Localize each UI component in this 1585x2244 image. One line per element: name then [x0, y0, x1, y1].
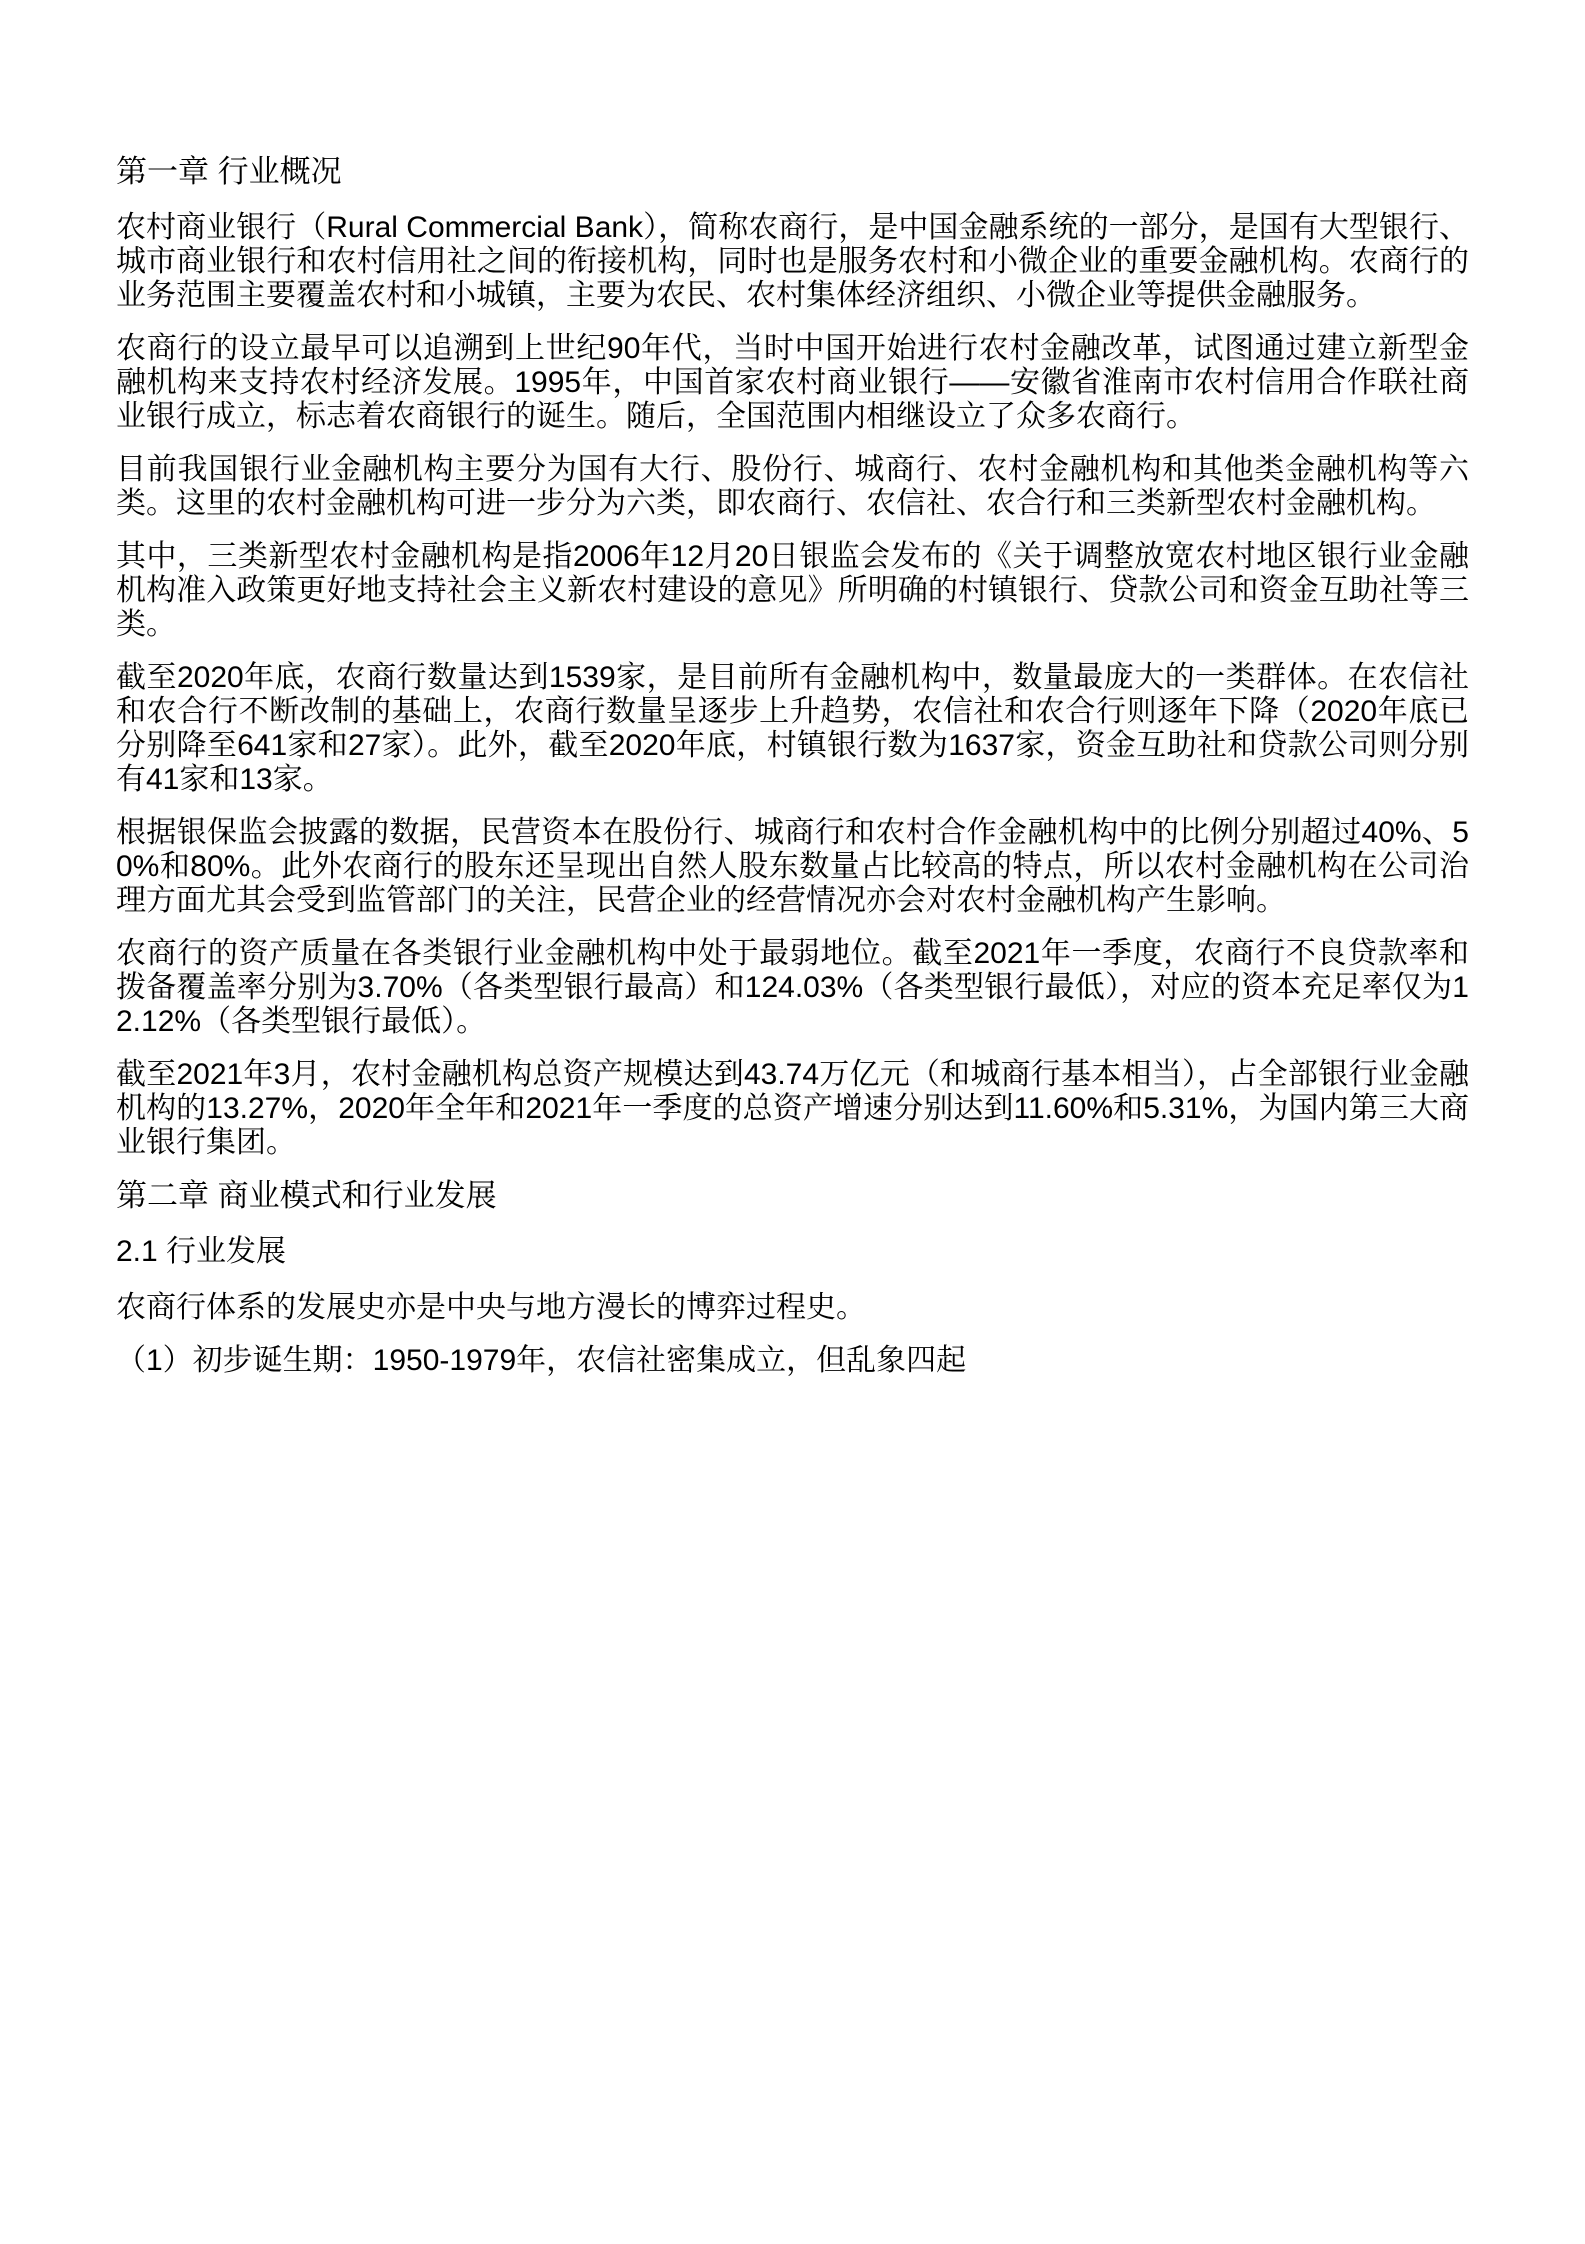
paragraph-new-rural-institutions: 其中，三类新型农村金融机构是指2006年12月20日银监会发布的《关于调整放宽农村地区银行业金融机构准入政策更好地支持社会主义新农村建设的意见》所明确的村镇银行、贷款公司和资金互助社等三类。: [116, 540, 1469, 641]
paragraph-asset-quality: 农商行的资产质量在各类银行业金融机构中处于最弱地位。截至2021年一季度，农商行不良贷款率和拨备覆盖率分别为3.70%（各类型银行最高）和124.03%（各类型银行最低），对应的资本充足率仅为12.12%（各类型银行最低）。: [116, 937, 1469, 1038]
paragraph-total-assets: 截至2021年3月，农村金融机构总资产规模达到43.74万亿元（和城商行基本相当），占全部银行业金融机构的13.27%，2020年全年和2021年一季度的总资产增速分别达到11.60%和5.31%，为国内第三大商业银行集团。: [116, 1058, 1469, 1159]
paragraph-bank-categories: 目前我国银行业金融机构主要分为国有大行、股份行、城商行、农村金融机构和其他类金融机构等六类。这里的农村金融机构可进一步分为六类，即农商行、农信社、农合行和三类新型农村金融机构。: [116, 453, 1469, 520]
paragraph-rcb-definition: 农村商业银行（Rural Commercial Bank），简称农商行，是中国金融系统的一部分，是国有大型银行、城市商业银行和农村信用社之间的衔接机构，同时也是服务农村和小微企业的重要金融机构。农商行的业务范围主要覆盖农村和小城镇，主要为农民、农村集体经济组织、小微企业等提供金融服务。: [116, 211, 1469, 312]
paragraph-rcb-count-2020: 截至2020年底，农商行数量达到1539家，是目前所有金融机构中，数量最庞大的一类群体。在农信社和农合行不断改制的基础上，农商行数量呈逐步上升趋势，农信社和农合行则逐年下降（2020年底已分别降至641家和27家）。此外，截至2020年底，村镇银行数为1637家，资金互助社和贷款公司则分别有41家和13家。: [116, 661, 1469, 796]
section-2-1-heading: 2.1 行业发展: [116, 1235, 287, 1268]
chapter-2-heading: 第二章 商业模式和行业发展: [116, 1178, 497, 1213]
paragraph-rcb-history: 农商行的设立最早可以追溯到上世纪90年代，当时中国开始进行农村金融改革，试图通过建立新型金融机构来支持农村经济发展。1995年，中国首家农村商业银行——安徽省淮南市农村信用合作联社商业银行成立，标志着农商银行的诞生。随后，全国范围内相继设立了众多农商行。: [116, 332, 1469, 433]
paragraph-stage-1: （1）初步诞生期：1950-1979年，农信社密集成立，但乱象四起: [116, 1344, 967, 1377]
chapter-1-heading: 第一章 行业概况: [116, 154, 342, 189]
paragraph-development-intro: 农商行体系的发展史亦是中央与地方漫长的博弈过程史。: [116, 1291, 866, 1324]
paragraph-private-capital: 根据银保监会披露的数据，民营资本在股份行、城商行和农村合作金融机构中的比例分别超过40%、50%和80%。此外农商行的股东还呈现出自然人股东数量占比较高的特点，所以农村金融机构在公司治理方面尤其会受到监管部门的关注，民营企业的经营情况亦会对农村金融机构产生影响。: [116, 816, 1469, 917]
